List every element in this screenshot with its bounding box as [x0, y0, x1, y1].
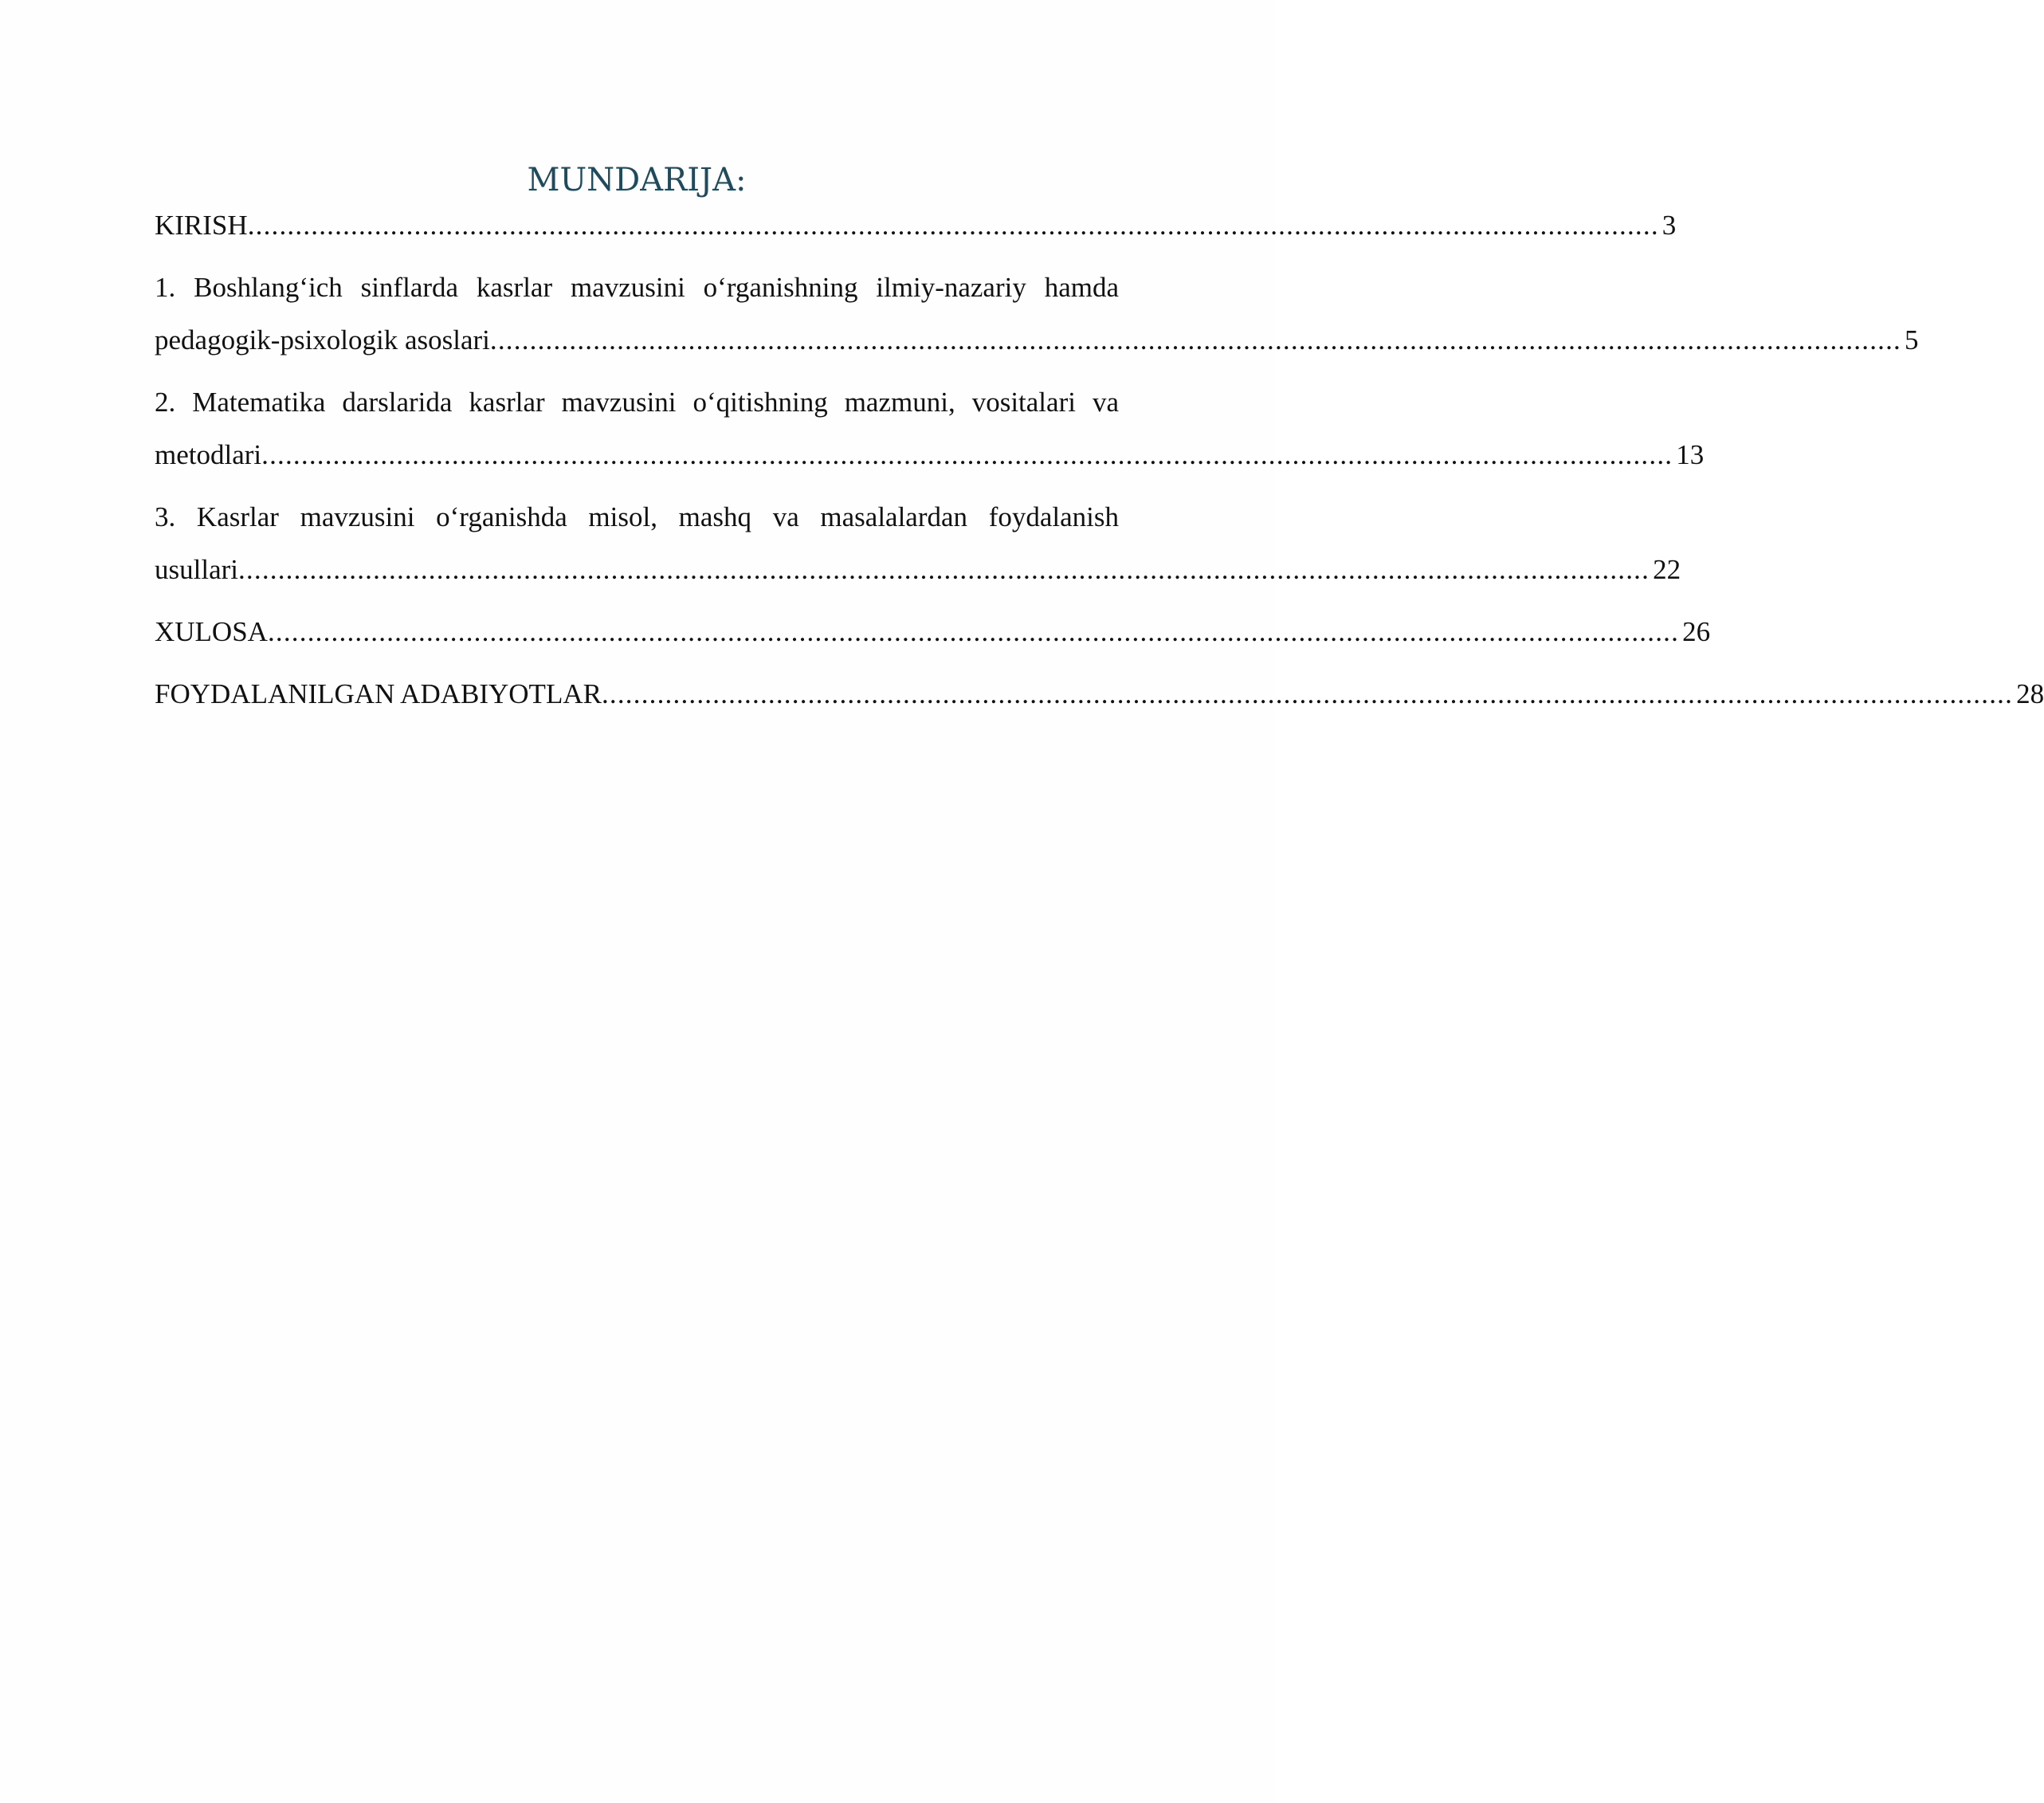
- toc-entry-line: [155, 199, 1677, 252]
- toc-title: MUNDARIJA:: [527, 162, 747, 198]
- toc-entry-line: [155, 606, 1711, 658]
- dot-leader: ..................................................................................................................................................................................: [267, 616, 1680, 647]
- toc-entry-line: [155, 314, 1919, 367]
- toc-entry-first-line: 1. Boshlang‘ich sinflarda kasrlar mavzusini o‘rganishning ilmiy-nazariy hamda: [155, 272, 1119, 303]
- toc-page-number: 5: [1905, 324, 1919, 355]
- toc-entry-first-line: 3. Kasrlar mavzusini o‘rganishda misol, mashq va masalalardan foydalanish: [155, 501, 1119, 532]
- dot-leader: ..................................................................................................................................................................................: [237, 554, 1650, 585]
- toc-entry-kirish[interactable]: [155, 199, 1677, 252]
- toc-entry-xulosa[interactable]: [155, 606, 1711, 658]
- dot-leader: ..................................................................................................................................................................................: [247, 210, 1659, 241]
- toc-entry-label: FOYDALANILGAN ADABIYOTLAR: [155, 678, 602, 709]
- toc-entry-line: [155, 544, 1681, 596]
- toc-entry-line: [155, 668, 2044, 721]
- toc-entry-chapter-3[interactable]: [155, 491, 1681, 596]
- toc-entry-adabiyotlar[interactable]: [155, 668, 2044, 721]
- toc-page-number: 26: [1682, 616, 1711, 647]
- toc-entry-line: [155, 429, 1705, 481]
- toc-entry-label: XULOSA: [155, 616, 268, 647]
- toc-page-number: 22: [1653, 554, 1681, 585]
- toc-page-number: 28: [2016, 678, 2044, 709]
- toc-page-number: 3: [1661, 210, 1677, 241]
- toc-entry-label: KIRISH: [155, 210, 248, 241]
- toc-page-number: 13: [1676, 439, 1705, 470]
- dot-leader: ..................................................................................................................................................................................: [489, 324, 1902, 355]
- toc-entry-chapter-1[interactable]: [155, 261, 1919, 367]
- toc-entry-label: pedagogik-psixologik asoslari: [155, 324, 490, 355]
- toc-entry-label: usullari: [155, 554, 238, 585]
- toc-entry-first-line: 2. Matematika darslarida kasrlar mavzusini o‘qitishning mazmuni, vositalari va: [155, 387, 1119, 418]
- toc-entry-chapter-2[interactable]: [155, 376, 1705, 481]
- dot-leader: ..................................................................................................................................................................................: [601, 678, 2014, 709]
- table-of-contents: [155, 199, 2044, 721]
- dot-leader: ..................................................................................................................................................................................: [261, 439, 1673, 470]
- toc-entry-label: metodlari: [155, 439, 262, 470]
